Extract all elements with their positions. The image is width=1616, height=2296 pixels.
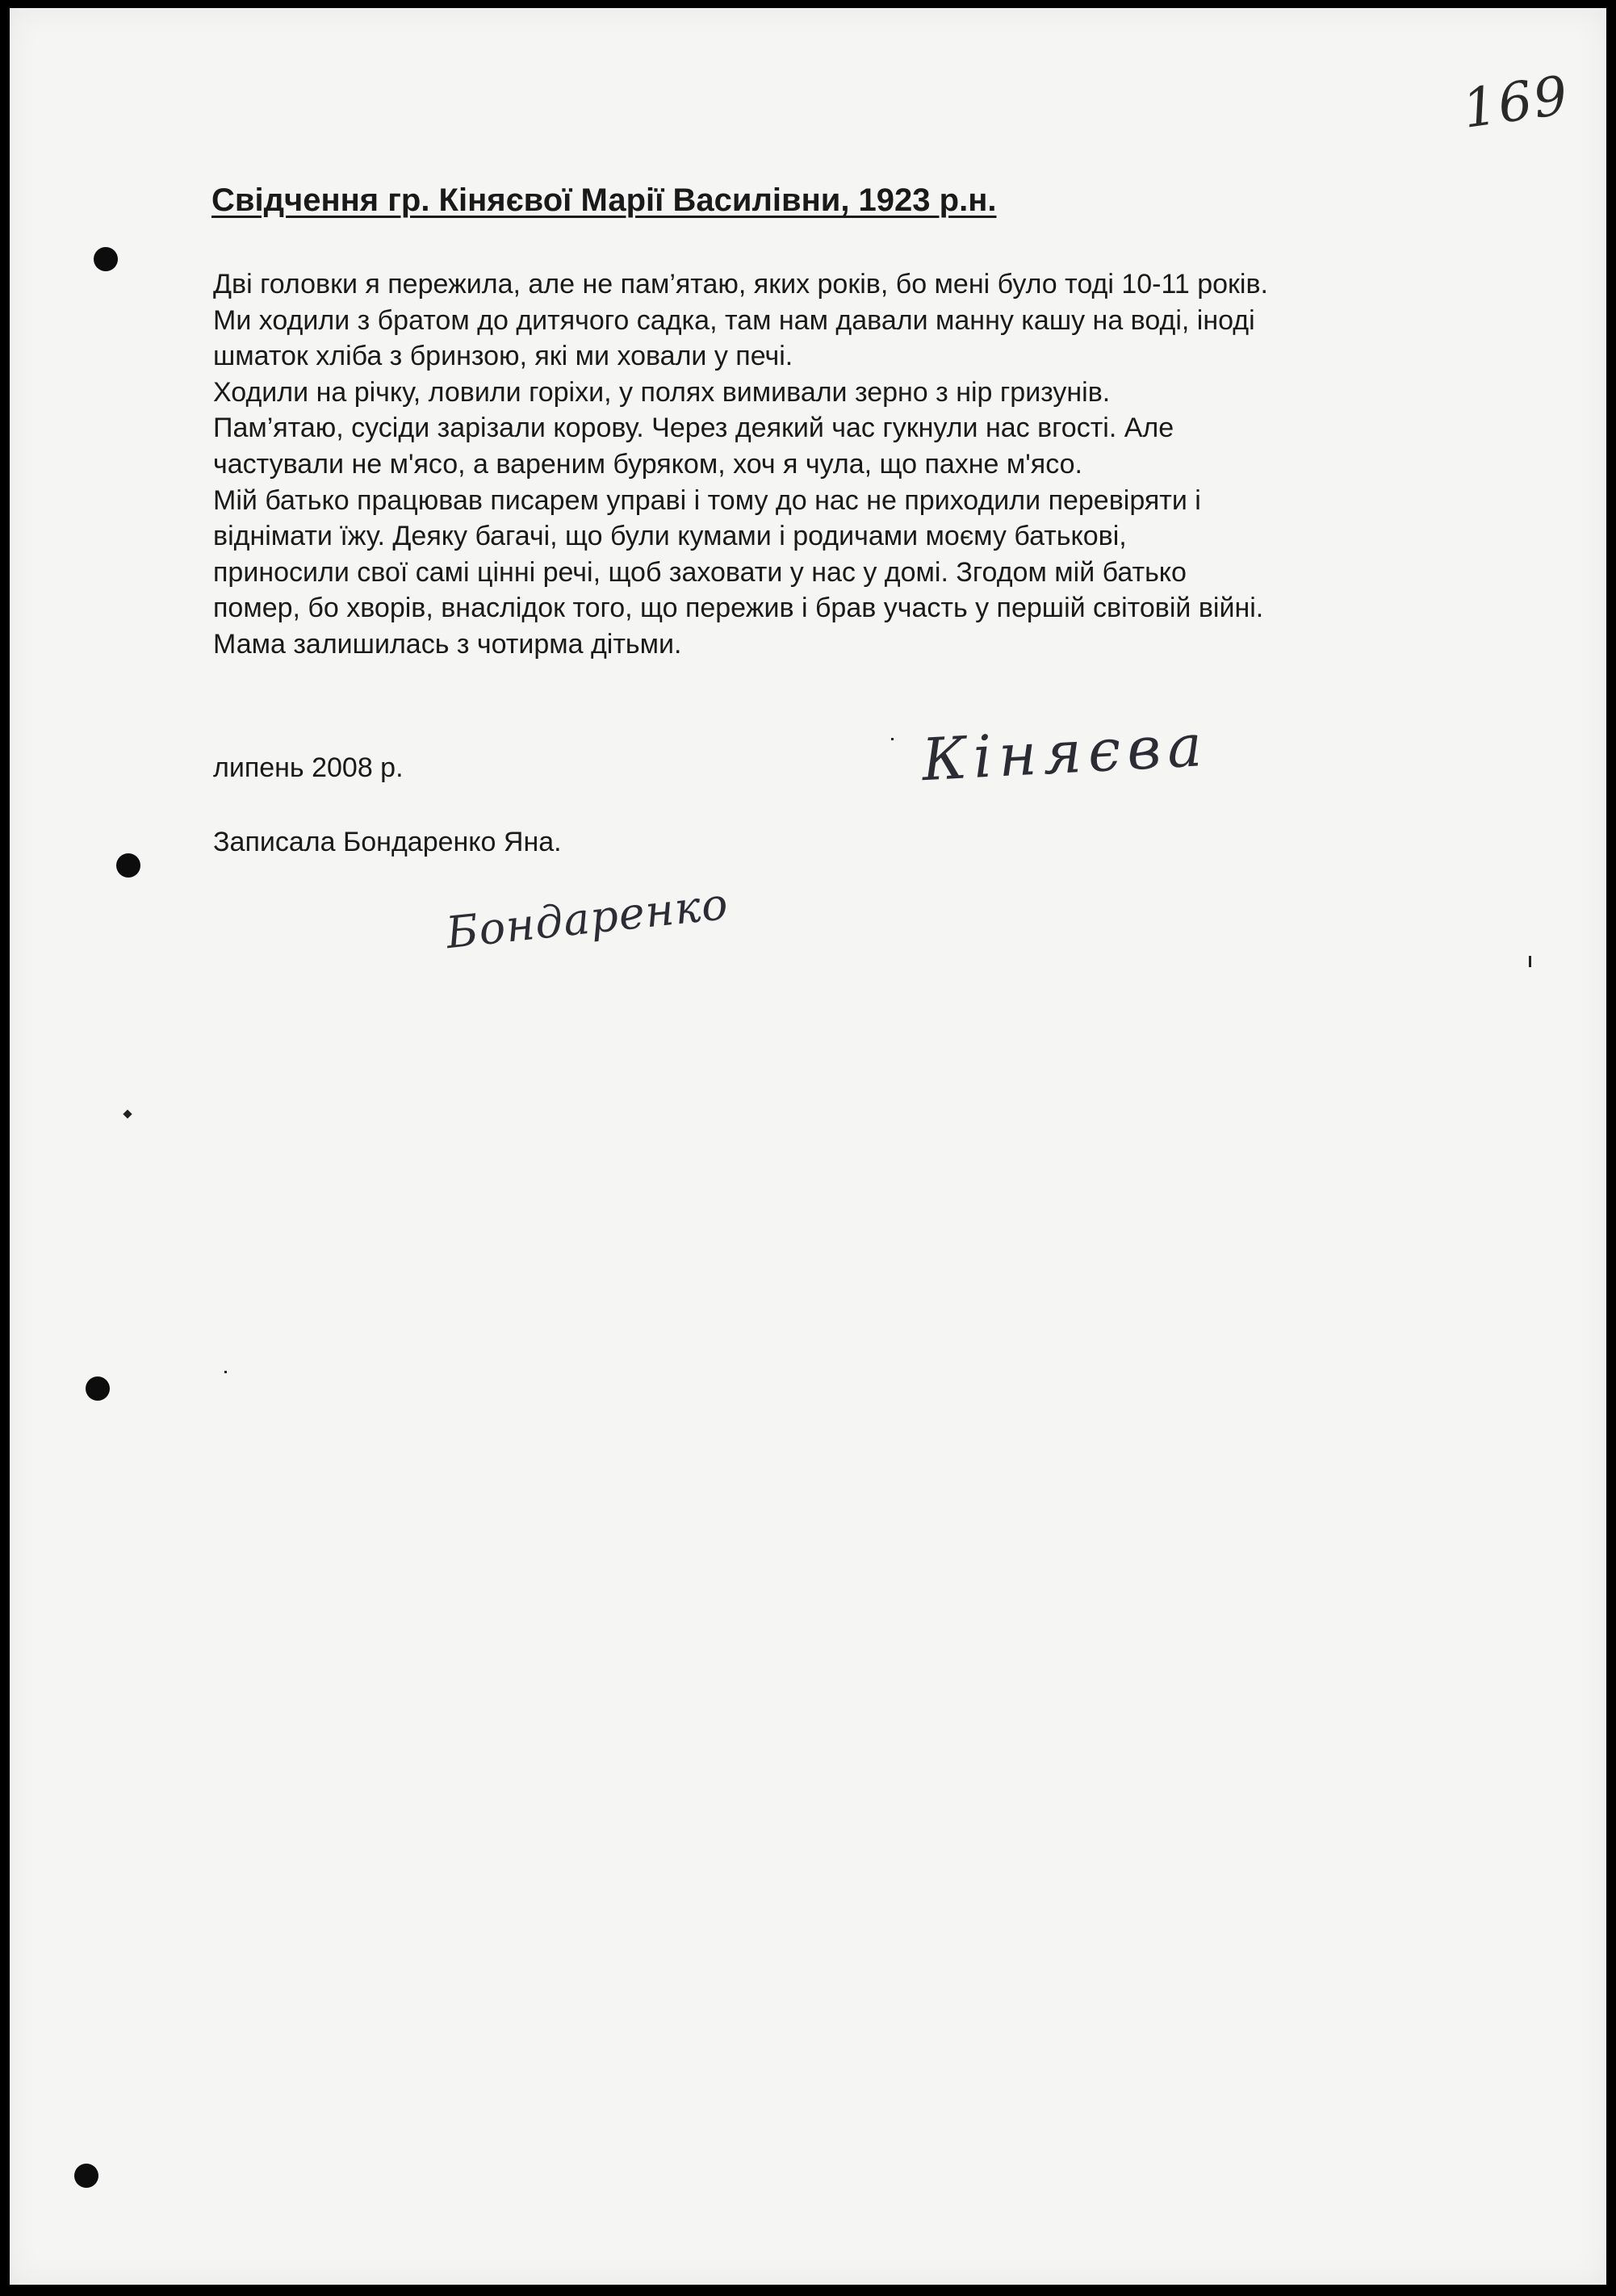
body-line: приносили свої самі цінні речі, щоб заховати у нас у домі. Згодом мій батько [213, 556, 1187, 588]
testimony-body [213, 266, 1537, 663]
body-line: частували не м'ясо, а вареним буряком, хоч я чула, що пахне м'ясо. [213, 448, 1082, 480]
punch-hole-1 [94, 247, 118, 271]
paper-speck [224, 1371, 227, 1373]
document-page [10, 8, 1606, 2285]
body-line: Ходили на річку, ловили горіхи, у полях вимивали зерно з нір гризунів. [213, 376, 1111, 408]
document-date: липень 2008 р. [213, 752, 404, 783]
body-line: Мама залишилась з чотирма дітьми. [213, 628, 682, 660]
document-title: Свідчення гр. Кіняєвої Марії Василівни, 1923 р.н. [211, 182, 997, 218]
body-line: Мій батько працював писарем управі і тому до нас не приходили перевіряти і [213, 484, 1201, 516]
body-line: Ми ходили з братом до дитячого садка, там нам давали манну кашу на воді, іноді [213, 304, 1255, 336]
recorder-signature: Бондаренко [443, 878, 731, 959]
body-line: Пам’ятаю, сусіди зарізали корову. Через деякий час гукнули нас вгості. Але [213, 413, 1174, 444]
body-line: помер, бо хворів, внаслідок того, що пережив і брав участь у першій світовій війні. [213, 593, 1264, 624]
punch-hole-3 [86, 1376, 110, 1401]
handwritten-page-number: 169 [1459, 64, 1573, 140]
paper-speck [891, 738, 894, 740]
body-line: віднімати їжу. Деяку багачі, що були кумами і родичами моєму батькові, [213, 521, 1127, 552]
punch-hole-2 [116, 853, 140, 878]
body-line: Дві головки я пережила, але не пам’ятаю, яких років, бо мені було тоді 10-11 років. [213, 269, 1268, 300]
paper-speck [123, 1109, 132, 1118]
punch-hole-4 [74, 2164, 98, 2188]
witness-signature: Кіняєва [920, 710, 1210, 794]
body-line: шматок хліба з бринзою, які ми ховали у печі. [213, 341, 793, 372]
paper-speck [1529, 956, 1531, 967]
recorded-by-line: Записала Бондаренко Яна. [213, 827, 562, 857]
